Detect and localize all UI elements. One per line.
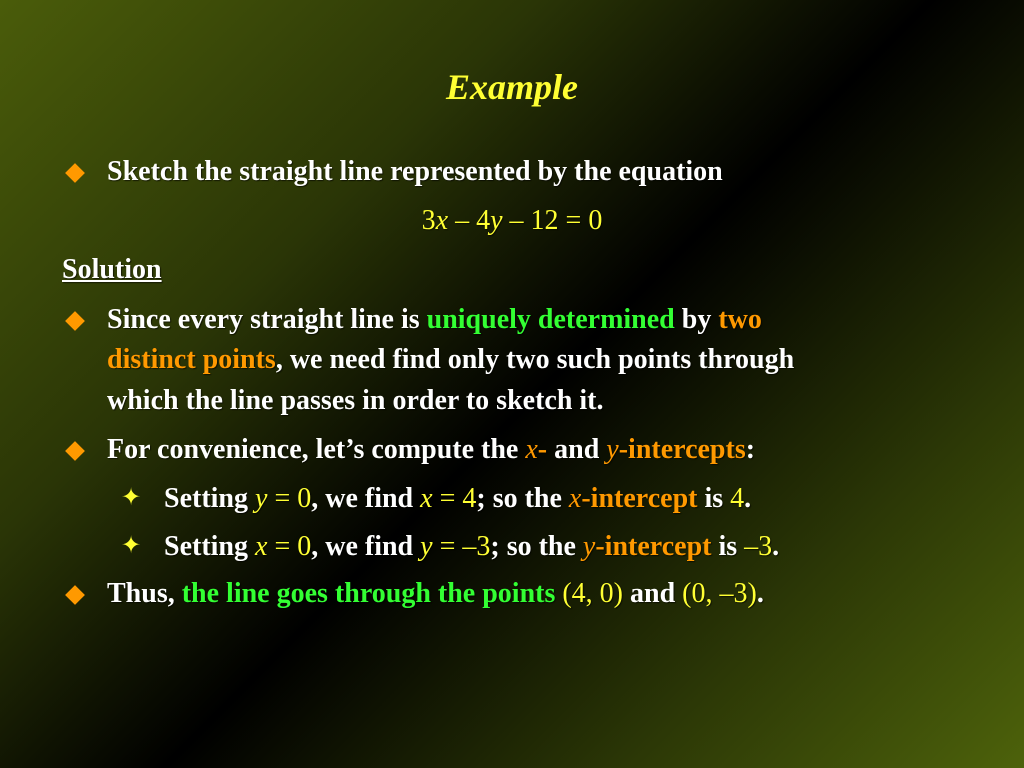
solution-heading: Solution [62, 254, 162, 285]
bullet-sketch-line [107, 152, 723, 192]
equation-var-y: y [490, 205, 503, 236]
var-y: y [606, 434, 619, 465]
highlight-uniquely-determined: uniquely determined [426, 304, 675, 335]
highlight-line-through-points: the line goes through the points [181, 578, 556, 609]
diamond-bullet-icon [64, 584, 86, 606]
var: y [420, 531, 433, 562]
value: = 4 [432, 483, 477, 514]
diamond-bullet-icon [64, 162, 86, 184]
var-x: x [525, 434, 538, 465]
text: Setting [164, 483, 255, 514]
value: 4 [730, 483, 745, 514]
text: is [711, 531, 745, 562]
text: ; so the [476, 483, 569, 514]
bullet-uniqueness-line-2 [107, 340, 794, 380]
var: x [568, 483, 582, 514]
value: = 0 [267, 483, 312, 514]
bullet-uniqueness-line-1 [107, 300, 762, 340]
slide-title: Example [446, 67, 578, 107]
diamond-bullet-icon [64, 440, 86, 462]
text: . [744, 483, 752, 514]
highlight-intercept: -intercept [595, 531, 712, 562]
equation-rest: – 12 = 0 [502, 205, 603, 236]
highlight-intercept: -intercept [581, 483, 698, 514]
diamond-bullet-icon [64, 310, 86, 332]
text: which the line passes in order to sketch it. [107, 385, 604, 416]
bullet-intercepts-line [107, 430, 755, 470]
bullet-uniqueness-line-3 [107, 381, 604, 421]
text: . [756, 578, 764, 609]
text: and [623, 578, 683, 609]
text: is [697, 483, 731, 514]
equation [0, 201, 1024, 241]
var: x [420, 483, 433, 514]
text: Setting [164, 531, 255, 562]
point-1: (4, 0) [562, 578, 624, 609]
highlight-intercepts: -intercepts [618, 434, 746, 465]
text: , we find [311, 483, 421, 514]
highlight-distinct-points: distinct points [107, 344, 276, 375]
sub-bullet-y-intercept [164, 527, 779, 567]
star-bullet-icon: ✦ [121, 485, 142, 511]
text: and [547, 434, 607, 465]
text: . [772, 531, 780, 562]
value: –3 [744, 531, 773, 562]
value: = 0 [267, 531, 312, 562]
text: , we need find only two such points through [275, 344, 795, 375]
text: , we find [311, 531, 421, 562]
bullet-text: Sketch the straight line represented by the equation [107, 156, 723, 187]
point-2: (0, –3) [682, 578, 757, 609]
highlight-two: two [718, 304, 762, 335]
var: y [582, 531, 596, 562]
var: x [255, 531, 268, 562]
equation-minus: – 4 [448, 205, 491, 236]
text: ; so the [490, 531, 583, 562]
star-bullet-icon: ✦ [121, 533, 142, 559]
text: Since every straight line is [107, 304, 427, 335]
var: y [255, 483, 268, 514]
bullet-conclusion-line [107, 574, 764, 614]
text: : [745, 434, 756, 465]
text: For convenience, let’s compute the [107, 434, 526, 465]
equation-var-x: x [435, 205, 449, 236]
dash: - [537, 434, 548, 465]
value: = –3 [432, 531, 491, 562]
equation-coef: 3 [421, 205, 436, 236]
sub-bullet-x-intercept [164, 479, 751, 519]
text: Thus, [107, 578, 182, 609]
text: by [674, 304, 719, 335]
